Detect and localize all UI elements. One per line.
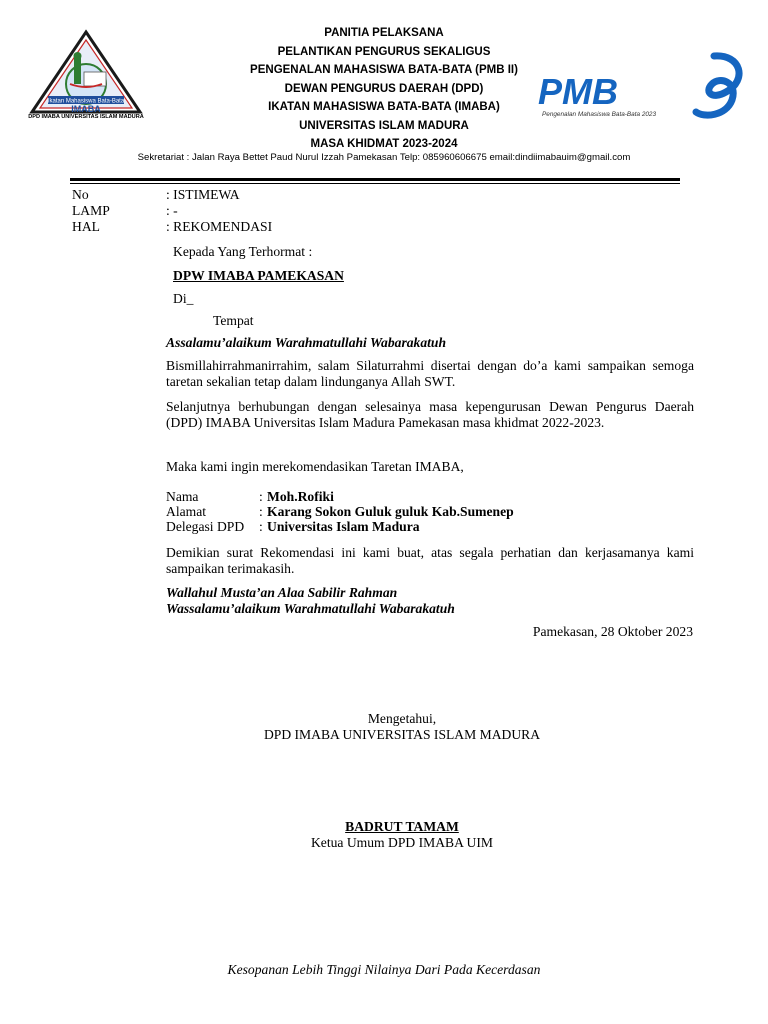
closing-salam: Wassalamu’alaikum Warahmatullahi Wabarakatuh (166, 601, 455, 616)
signature-name: BADRUT TAMAM (345, 819, 459, 834)
svg-text:PMB: PMB (538, 71, 618, 112)
detail-value-nama: Moh.Rofiki (267, 489, 334, 504)
paragraph-opening: Bismillahirrahmanirrahim, salam Silaturrahmi disertai dengan do’a kami sampaikan semoga taretan sekalian tetap dalam lindunganya Allah SWT. (166, 358, 694, 389)
detail-label-delegasi: Delegasi DPD (166, 519, 245, 534)
addressee-di: Di_ (173, 291, 194, 306)
pmb-logo-graphic (536, 52, 750, 124)
detail-label-alamat: Alamat (166, 504, 207, 519)
imaba-logo-caption: DPD IMABA UNIVERSITAS ISLAM MADURA (28, 114, 144, 120)
detail-label-nama: Nama (166, 489, 199, 504)
svg-text:Pengenalan Mahasiswa Bata-Bata: Pengenalan Mahasiswa Bata-Bata 2023 (542, 111, 657, 118)
place-date: Pamekasan, 28 Oktober 2023 (532, 624, 693, 639)
signature-title: Ketua Umum DPD IMABA UIM (310, 835, 493, 850)
meta-label-hal: HAL (72, 219, 100, 234)
header-line: PANITIA PELAKSANA (324, 27, 444, 39)
secretariat-line: Sekretariat : Jalan Raya Bettet Paud Nurul Izzah Pamekasan Telp: 085960606675 email:dindiimabauim@gmail.com (137, 152, 631, 163)
header-line: DEWAN PENGURUS DAERAH (DPD) (284, 82, 484, 95)
header-line: PENGENALAN MAHASISWA BATA-BATA (PMB II) (250, 64, 518, 76)
meta-label-no: No (72, 187, 89, 202)
header-line: MASA KHIDMAT 2023-2024 (310, 138, 458, 150)
header-line: IKATAN MAHASISWA BATA-BATA (IMABA) (268, 101, 500, 113)
paragraph-context: Selanjutnya berhubungan dengan selesainya masa kepengurusan Dewan Pengurus Daerah (DPD) IMABA Universitas Islam Madura Pamekasan masa khidmat 2022-2023. (166, 399, 694, 430)
signature-mengetahui: Mengetahui, (367, 711, 437, 726)
imaba-logo (28, 28, 144, 126)
paragraph-closing: Demikian surat Rekomendasi ini kami buat, atas segala perhatian dan kerjasamanya kami sampaikan terimakasih. (166, 545, 694, 576)
pmb-logo (536, 52, 750, 124)
header-line: UNIVERSITAS ISLAM MADURA (299, 119, 469, 132)
imaba-logo-graphic (28, 28, 144, 126)
detail-colon: : (259, 504, 263, 519)
svg-text:IMABA: IMABA (71, 104, 101, 114)
signature-organization: DPD IMABA UNIVERSITAS ISLAM MADURA (263, 727, 541, 742)
opening-salam: Assalamu’alaikum Warahmatullahi Wabarakatuh (166, 335, 447, 350)
meta-label-lamp: LAMP (72, 203, 110, 218)
addressee-recipient: DPW IMABA PAMEKASAN (173, 268, 344, 283)
addressee-tempat: Tempat (213, 313, 254, 328)
closing-prayer: Wallahul Musta’an Alaa Sabilir Rahman (166, 585, 398, 600)
header-divider-thin (70, 183, 680, 184)
footer-motto: Kesopanan Lebih Tinggi Nilainya Dari Pada Kecerdasan (227, 962, 541, 977)
header-divider-thick (70, 178, 680, 181)
meta-value-hal: : REKOMENDASI (166, 219, 273, 234)
header-line: PELANTIKAN PENGURUS SEKALIGUS (277, 45, 491, 58)
detail-colon: : (259, 519, 263, 534)
detail-value-delegasi: Universitas Islam Madura (267, 519, 420, 534)
meta-value-lamp: : - (166, 203, 178, 218)
meta-value-no: : ISTIMEWA (166, 187, 240, 202)
detail-colon: : (259, 489, 263, 504)
paragraph-recommendation: Maka kami ingin merekomendasikan Taretan IMABA, (166, 459, 464, 474)
detail-value-alamat: Karang Sokon Guluk guluk Kab.Sumenep (267, 504, 514, 519)
addressee-greeting: Kepada Yang Terhormat : (173, 244, 313, 259)
svg-text:Ikatan Mahasiswa Bata-Bata: Ikatan Mahasiswa Bata-Bata (47, 98, 125, 105)
letterhead (200, 24, 568, 154)
